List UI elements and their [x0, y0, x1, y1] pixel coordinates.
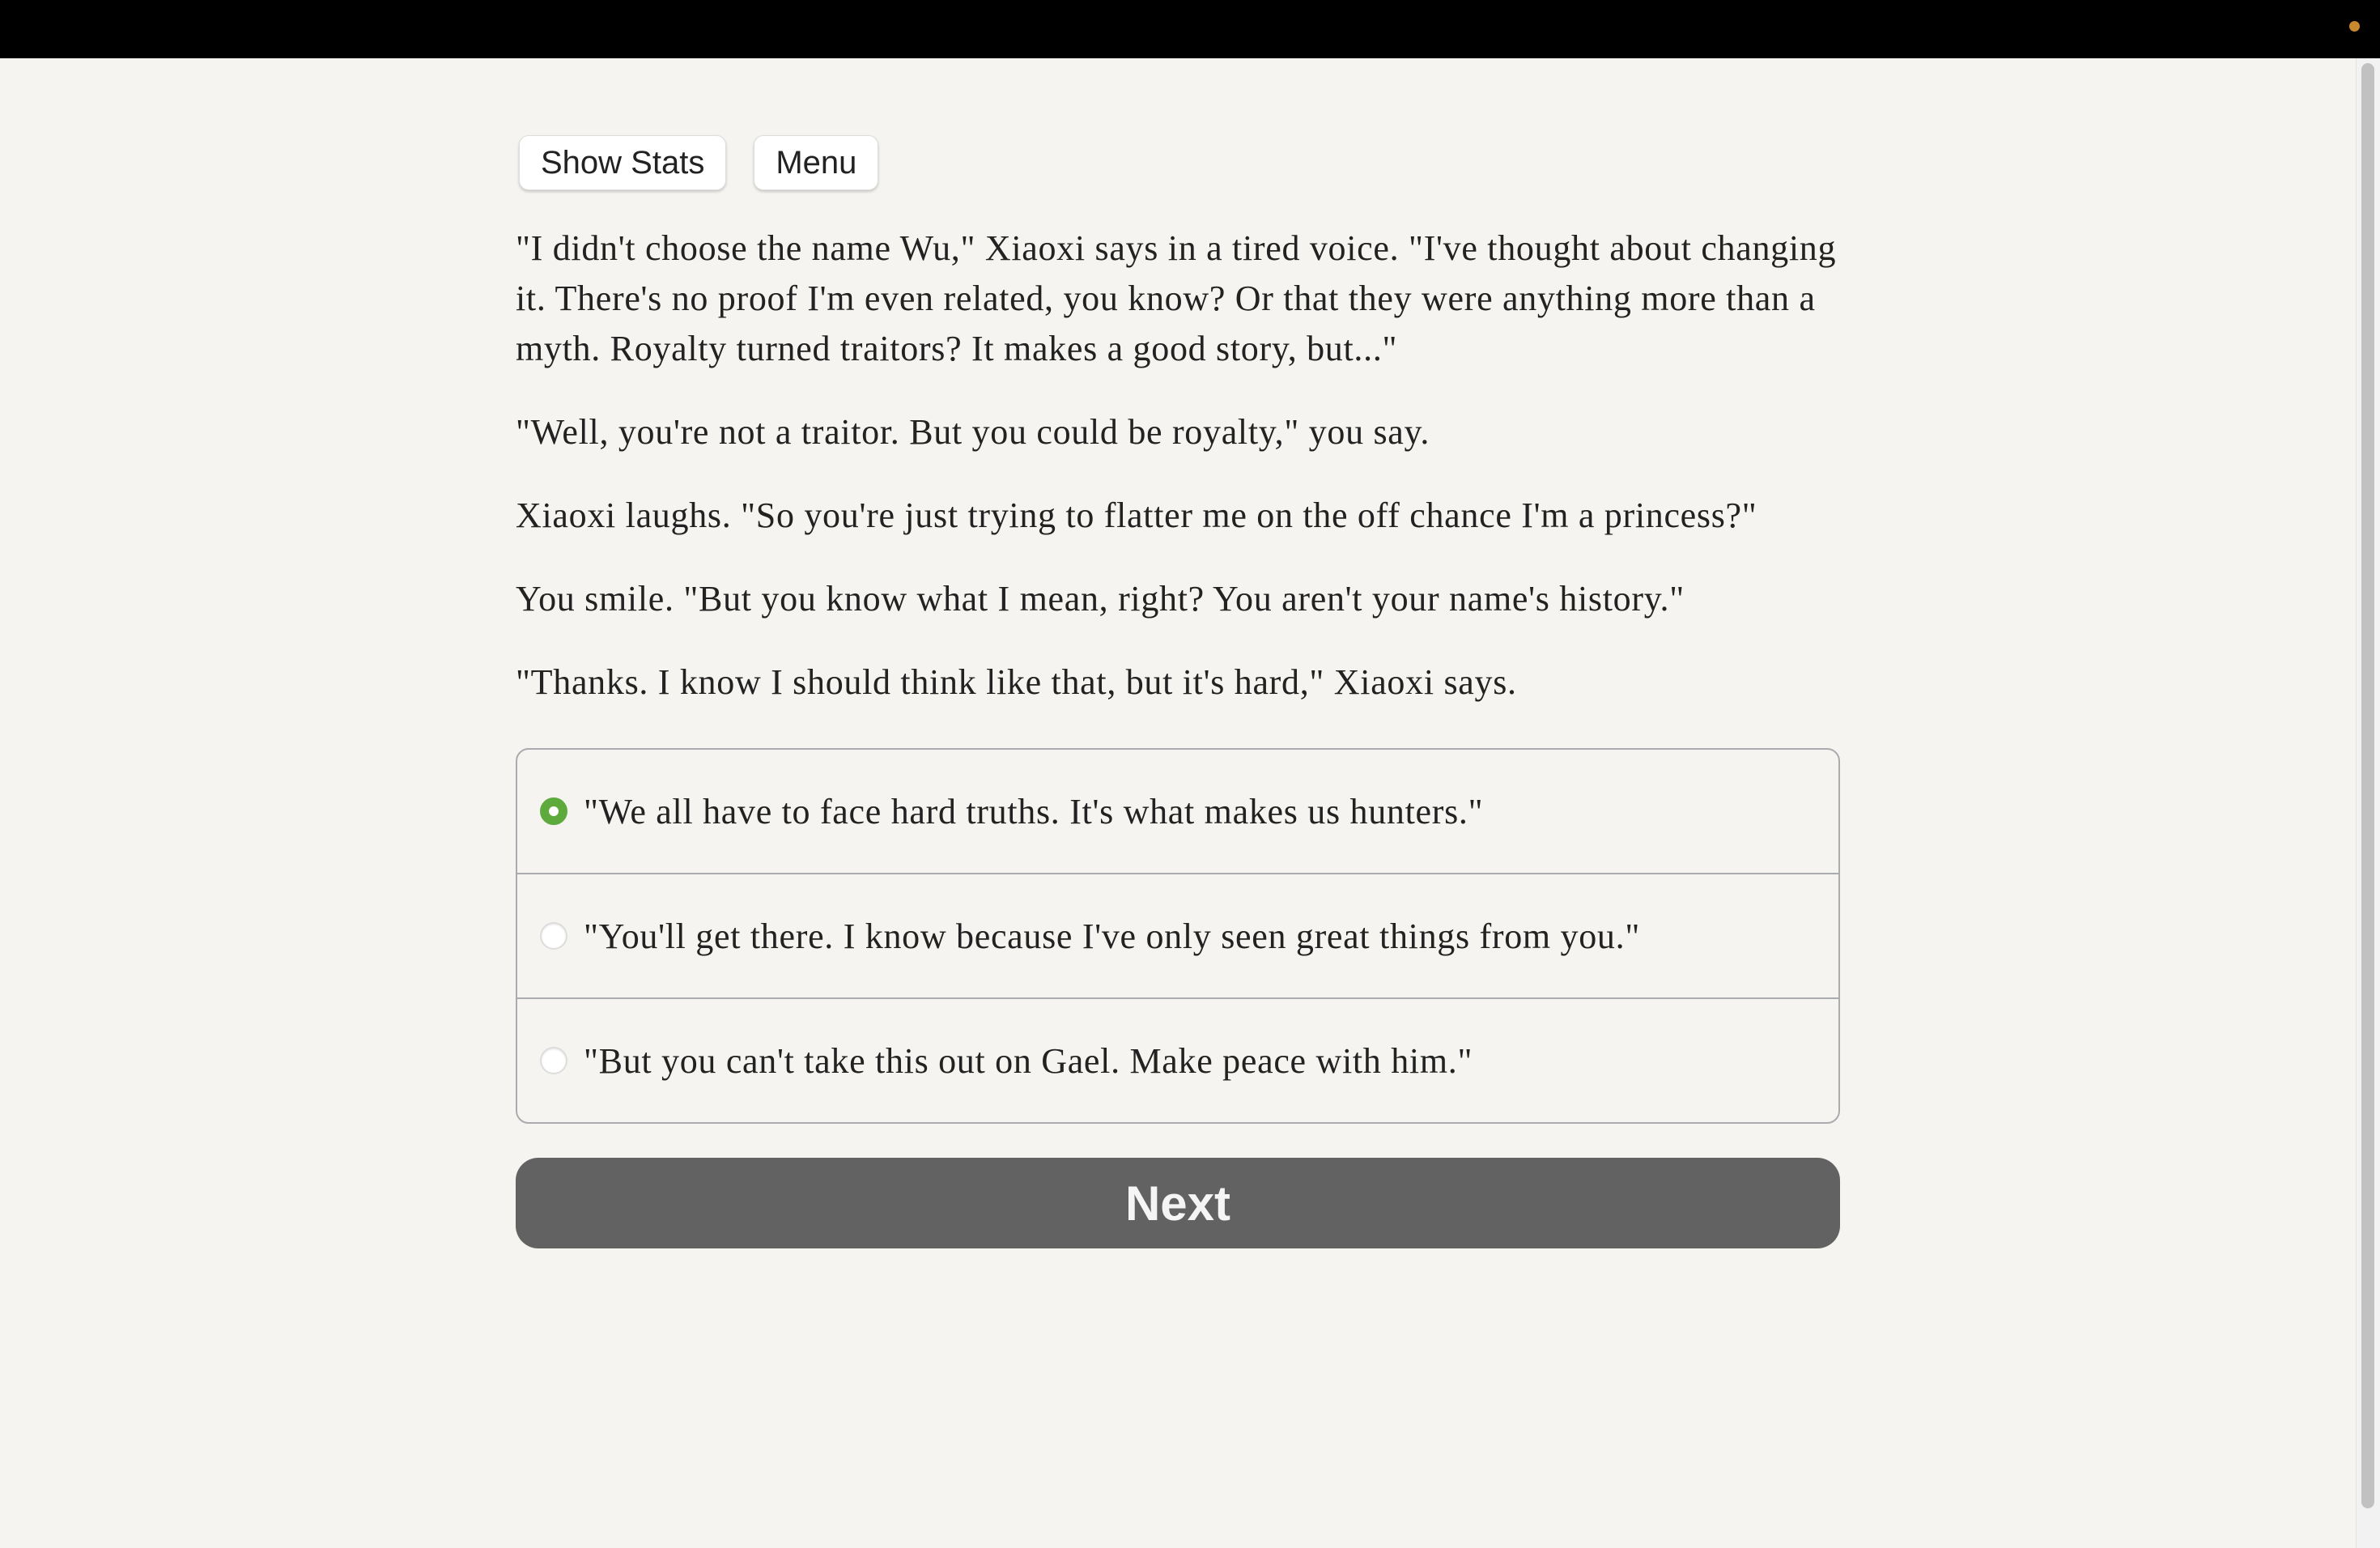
- radio-unselected-icon[interactable]: [540, 922, 567, 950]
- radio-unselected-icon[interactable]: [540, 1047, 567, 1074]
- story-paragraph: "Thanks. I know I should think like that, but it's hard," Xiaoxi says.: [516, 662, 1517, 702]
- status-dot-icon: [2349, 21, 2360, 32]
- next-button[interactable]: Next: [516, 1158, 1840, 1248]
- choice-option-3[interactable]: [517, 997, 1838, 1122]
- story-paragraph: Xiaoxi laughs. "So you're just trying to flatter me on the off chance I'm a princess?": [516, 495, 1757, 535]
- choice-option-2[interactable]: [517, 873, 1838, 997]
- choice-list: [516, 748, 1840, 1124]
- scrollbar-thumb[interactable]: [2361, 63, 2374, 1508]
- radio-selected-icon[interactable]: [540, 797, 567, 825]
- menu-button[interactable]: Menu: [754, 135, 878, 190]
- show-stats-button[interactable]: Show Stats: [519, 135, 726, 190]
- story-paragraph: "I didn't choose the name Wu," Xiaoxi says in a tired voice. "I've thought about changing it. There's no proof I'm even related, you know? Or that they were anything more than a myth. Royalty turned traitors? It makes a good story, but...": [516, 228, 1837, 368]
- choice-option-1[interactable]: [517, 750, 1838, 873]
- toolbar: [519, 135, 878, 190]
- choice-label: "You'll get there. I know because I've only seen great things from you.": [584, 916, 1640, 956]
- story-paragraph: You smile. "But you know what I mean, right? You aren't your name's history.": [516, 579, 1685, 619]
- top-bar: [0, 0, 2380, 58]
- story-text: [516, 223, 1843, 741]
- story-paragraph: "Well, you're not a traitor. But you could be royalty," you say.: [516, 412, 1430, 452]
- choice-label: "We all have to face hard truths. It's what makes us hunters.": [584, 791, 1484, 831]
- choice-label: "But you can't take this out on Gael. Make peace with him.": [584, 1040, 1473, 1081]
